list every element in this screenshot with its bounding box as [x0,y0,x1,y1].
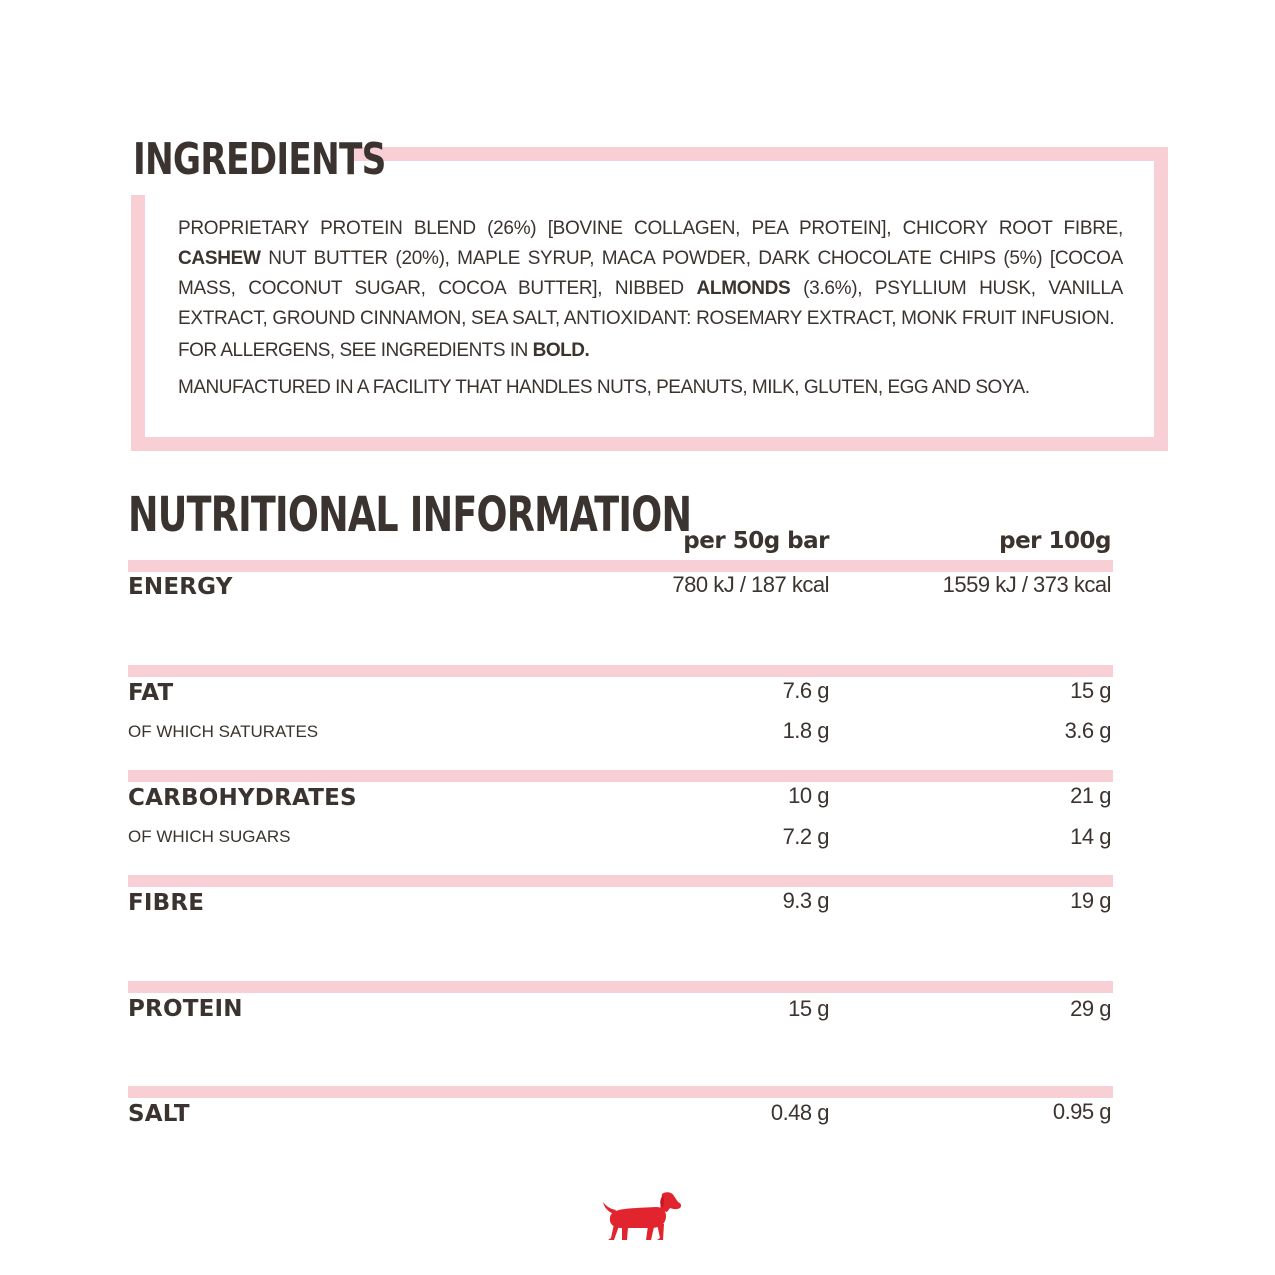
row-divider [128,560,1113,572]
salt-per-bar: 0.48 g [770,1100,829,1125]
allergen-note-text: FOR ALLERGENS, SEE INGREDIENTS IN [178,340,533,361]
fat-per-bar: 7.6 g [782,678,829,703]
allergen-note [178,340,1123,362]
fibre-per-bar: 9.3 g [782,888,829,913]
row-label-fibre: FIBRE [128,890,205,916]
row-divider [128,770,1113,782]
carbohydrates-per-100g: 21 g [1070,783,1111,808]
allergen-almonds: ALMONDS [696,278,791,299]
ingredients-text: (3.6%), PSYLLIUM HUSK, VANILLA EXTRACT, GROUND CINNAMON, SEA SALT, ANTIOXIDANT: ROSEMARY EXTRACT, MONK FRUIT INFUSION. [178,278,1123,329]
saturates-per-bar: 1.8 g [782,718,829,743]
row-divider [128,875,1113,887]
energy-per-100g: 1559 kJ / 373 kcal [942,572,1111,597]
ingredients-text: NUT BUTTER (20%), MAPLE SYRUP, MACA POWDER, DARK CHOCOLATE CHIPS (5%) [COCOA MASS, COCONUT SUGAR, COCOA BUTTER], NIBBED [178,248,1123,299]
column-header-per-100g: per 100g [999,528,1111,554]
row-divider [128,1086,1113,1098]
row-label-fat: FAT [128,680,174,706]
allergen-cashew: CASHEW [178,248,261,269]
row-divider [128,665,1113,677]
row-label-energy: ENERGY [128,574,233,600]
carbohydrates-per-bar: 10 g [788,783,829,808]
ingredients-title: INGREDIENTS [133,134,386,185]
row-label-saturates: OF WHICH SATURATES [128,722,319,741]
ingredients-text: PROPRIETARY PROTEIN BLEND (26%) [BOVINE COLLAGEN, PEA PROTEIN], CHICORY ROOT FIBRE, [178,218,1123,239]
row-divider [128,981,1113,993]
row-label-sugars: OF WHICH SUGARS [128,827,291,846]
facility-note: MANUFACTURED IN A FACILITY THAT HANDLES NUTS, PEANUTS, MILK, GLUTEN, EGG AND SOYA. [178,377,1030,398]
allergen-note-bold: BOLD. [532,340,590,361]
salt-per-100g: 0.95 g [1052,1099,1111,1124]
fibre-per-100g: 19 g [1070,888,1111,913]
sugars-per-bar: 7.2 g [782,824,829,849]
row-label-salt: SALT [128,1101,190,1127]
fat-per-100g: 15 g [1070,678,1111,703]
dachshund-icon [600,1190,684,1246]
row-label-protein: PROTEIN [128,996,243,1022]
protein-per-100g: 29 g [1070,996,1111,1021]
energy-per-bar: 780 kJ / 187 kcal [672,572,829,597]
row-label-carbohydrates: CARBOHYDRATES [128,785,357,811]
ingredients-body [178,214,1123,399]
protein-per-bar: 15 g [788,996,829,1021]
ingredients-list [178,214,1123,334]
sugars-per-100g: 14 g [1070,824,1111,849]
nutrition-title: NUTRITIONAL INFORMATION [128,487,692,543]
saturates-per-100g: 3.6 g [1064,718,1111,743]
column-header-per-bar: per 50g bar [683,528,829,554]
